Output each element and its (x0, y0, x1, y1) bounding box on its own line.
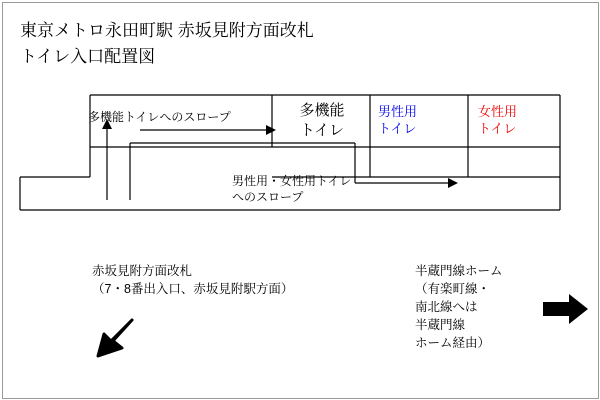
hanzomon-line-2: （有楽町線・ (415, 282, 491, 296)
toilet-layout-diagram (0, 85, 600, 230)
room-label-womens-line1: 女性用 (478, 104, 518, 119)
hanzomon-line-annotation (415, 262, 503, 352)
room-label-mens (378, 103, 417, 137)
hanzomon-line-3: 南北線へは (415, 300, 478, 314)
hanzomon-line-5: ホーム経由） (415, 336, 491, 350)
slope-label-mw-line1: 男性用・女性用トイレ (232, 174, 352, 188)
room-label-multi-line1: 多機能 (299, 102, 345, 119)
title-line-2: トイレ入口配置図 (20, 47, 156, 66)
room-label-womens-line2: トイレ (478, 121, 517, 136)
slope-arrow-mw-head (448, 178, 458, 188)
page-title (20, 18, 314, 70)
room-label-mens-line1: 男性用 (378, 104, 418, 119)
room-label-mens-line2: トイレ (378, 121, 417, 136)
room-label-multi-line2: トイレ (299, 122, 345, 139)
hanzomon-line-4: 半蔵門線 (415, 318, 466, 332)
exit-gate-annotation (92, 262, 293, 298)
room-label-womens (478, 103, 517, 137)
room-label-multi (276, 101, 368, 141)
arrow-east-icon (543, 292, 589, 326)
slope-arrow-multi-head (266, 125, 276, 135)
exit-gate-line-1: 赤坂見附方面改札 (92, 264, 193, 278)
slope-label-mw-line2: へのスロープ (232, 190, 304, 204)
arrow-southwest-icon (92, 318, 138, 360)
exit-gate-line-2: （7・8番出入口、赤坂見附駅方面） (92, 282, 294, 296)
slope-label-multi: 多機能トイレへのスロープ (88, 110, 231, 124)
slope-label-mens-womens (232, 173, 351, 205)
title-line-1: 東京メトロ永田町駅 赤坂見附方面改札 (20, 21, 314, 40)
hanzomon-line-1: 半蔵門線ホーム (415, 264, 503, 278)
